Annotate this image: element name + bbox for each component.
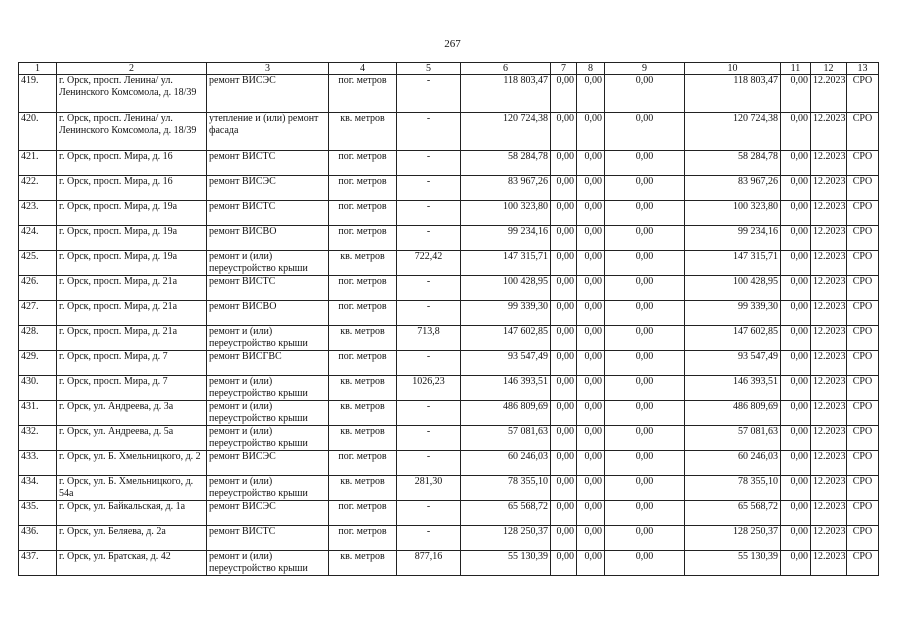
cost-cell: 120 724,38 [685, 113, 781, 151]
value-cell: 0,00 [551, 501, 577, 526]
address-cell: г. Орск, ул. Беляева, д. 2а [57, 526, 207, 551]
value-cell: 0,00 [605, 451, 685, 476]
quantity-cell: - [397, 176, 461, 201]
address-cell: г. Орск, ул. Б. Хмельницкого, д. 2 [57, 451, 207, 476]
period-cell: 12.2023 [811, 226, 847, 251]
address-cell: г. Орск, ул. Андреева, д. 3а [57, 401, 207, 426]
period-cell: 12.2023 [811, 176, 847, 201]
total-cost-cell: 146 393,51 [461, 376, 551, 401]
source-cell: СРО [847, 426, 879, 451]
value-cell: 0,00 [605, 201, 685, 226]
column-header: 11 [781, 63, 811, 75]
source-cell: СРО [847, 201, 879, 226]
address-cell: г. Орск, просп. Ленина/ ул. Ленинского Комсомола, д. 18/39 [57, 113, 207, 151]
value-cell: 0,00 [781, 176, 811, 201]
unit-cell: пог. метров [329, 451, 397, 476]
table-row [19, 301, 879, 326]
cost-cell: 99 234,16 [685, 226, 781, 251]
cost-cell: 55 130,39 [685, 551, 781, 576]
unit-cell: пог. метров [329, 151, 397, 176]
quantity-cell: - [397, 226, 461, 251]
table-row [19, 501, 879, 526]
work-type-cell: ремонт и (или) переустройство крыши [207, 551, 329, 576]
row-number-cell: 428. [19, 326, 57, 351]
total-cost-cell: 120 724,38 [461, 113, 551, 151]
quantity-cell: - [397, 201, 461, 226]
period-cell: 12.2023 [811, 151, 847, 176]
period-cell: 12.2023 [811, 501, 847, 526]
table-row [19, 376, 879, 401]
value-cell: 0,00 [781, 526, 811, 551]
cost-cell: 93 547,49 [685, 351, 781, 376]
value-cell: 0,00 [781, 401, 811, 426]
value-cell: 0,00 [551, 326, 577, 351]
quantity-cell: 713,8 [397, 326, 461, 351]
unit-cell: кв. метров [329, 401, 397, 426]
value-cell: 0,00 [605, 501, 685, 526]
cost-cell: 100 428,95 [685, 276, 781, 301]
source-cell: СРО [847, 301, 879, 326]
value-cell: 0,00 [781, 376, 811, 401]
address-cell: г. Орск, просп. Мира, д. 19а [57, 251, 207, 276]
total-cost-cell: 128 250,37 [461, 526, 551, 551]
unit-cell: пог. метров [329, 501, 397, 526]
quantity-cell: - [397, 301, 461, 326]
row-number-cell: 426. [19, 276, 57, 301]
total-cost-cell: 57 081,63 [461, 426, 551, 451]
period-cell: 12.2023 [811, 301, 847, 326]
cost-cell: 486 809,69 [685, 401, 781, 426]
value-cell: 0,00 [605, 351, 685, 376]
row-number-cell: 434. [19, 476, 57, 501]
cost-cell: 99 339,30 [685, 301, 781, 326]
address-cell: г. Орск, просп. Мира, д. 16 [57, 151, 207, 176]
address-cell: г. Орск, просп. Мира, д. 7 [57, 376, 207, 401]
total-cost-cell: 100 428,95 [461, 276, 551, 301]
unit-cell: пог. метров [329, 301, 397, 326]
value-cell: 0,00 [605, 426, 685, 451]
work-type-cell: ремонт ВИСВО [207, 226, 329, 251]
value-cell: 0,00 [577, 251, 605, 276]
table-row [19, 176, 879, 201]
quantity-cell: - [397, 113, 461, 151]
row-number-cell: 437. [19, 551, 57, 576]
work-type-cell: ремонт ВИСТС [207, 526, 329, 551]
column-header: 2 [57, 63, 207, 75]
address-cell: г. Орск, ул. Андреева, д. 5а [57, 426, 207, 451]
value-cell: 0,00 [577, 151, 605, 176]
value-cell: 0,00 [577, 501, 605, 526]
value-cell: 0,00 [551, 201, 577, 226]
row-number-cell: 431. [19, 401, 57, 426]
row-number-cell: 435. [19, 501, 57, 526]
value-cell: 0,00 [605, 326, 685, 351]
period-cell: 12.2023 [811, 401, 847, 426]
source-cell: СРО [847, 376, 879, 401]
period-cell: 12.2023 [811, 75, 847, 113]
value-cell: 0,00 [781, 113, 811, 151]
row-number-cell: 432. [19, 426, 57, 451]
address-cell: г. Орск, просп. Мира, д. 21а [57, 326, 207, 351]
cost-cell: 128 250,37 [685, 526, 781, 551]
value-cell: 0,00 [577, 201, 605, 226]
column-numbers-row [19, 63, 879, 75]
cost-cell: 147 602,85 [685, 326, 781, 351]
work-type-cell: ремонт ВИСЭС [207, 75, 329, 113]
table-row [19, 226, 879, 251]
row-number-cell: 422. [19, 176, 57, 201]
cost-cell: 118 803,47 [685, 75, 781, 113]
table-row [19, 276, 879, 301]
value-cell: 0,00 [551, 526, 577, 551]
cost-cell: 60 246,03 [685, 451, 781, 476]
source-cell: СРО [847, 276, 879, 301]
total-cost-cell: 83 967,26 [461, 176, 551, 201]
period-cell: 12.2023 [811, 451, 847, 476]
value-cell: 0,00 [551, 426, 577, 451]
total-cost-cell: 99 234,16 [461, 226, 551, 251]
source-cell: СРО [847, 526, 879, 551]
value-cell: 0,00 [551, 151, 577, 176]
quantity-cell: - [397, 351, 461, 376]
table-row [19, 401, 879, 426]
address-cell: г. Орск, ул. Б. Хмельницкого, д. 54а [57, 476, 207, 501]
value-cell: 0,00 [577, 476, 605, 501]
address-cell: г. Орск, просп. Мира, д. 19а [57, 201, 207, 226]
quantity-cell: 722,42 [397, 251, 461, 276]
value-cell: 0,00 [781, 276, 811, 301]
work-type-cell: ремонт и (или) переустройство крыши [207, 476, 329, 501]
table-row [19, 151, 879, 176]
value-cell: 0,00 [781, 151, 811, 176]
column-header: 3 [207, 63, 329, 75]
value-cell: 0,00 [781, 326, 811, 351]
quantity-cell: - [397, 501, 461, 526]
quantity-cell: 877,16 [397, 551, 461, 576]
work-type-cell: ремонт ВИСЭС [207, 176, 329, 201]
total-cost-cell: 118 803,47 [461, 75, 551, 113]
row-number-cell: 433. [19, 451, 57, 476]
value-cell: 0,00 [577, 426, 605, 451]
row-number-cell: 425. [19, 251, 57, 276]
work-type-cell: ремонт и (или) переустройство крыши [207, 401, 329, 426]
address-cell: г. Орск, просп. Мира, д. 21а [57, 301, 207, 326]
source-cell: СРО [847, 351, 879, 376]
row-number-cell: 427. [19, 301, 57, 326]
unit-cell: кв. метров [329, 251, 397, 276]
value-cell: 0,00 [551, 451, 577, 476]
row-number-cell: 419. [19, 75, 57, 113]
address-cell: г. Орск, просп. Ленина/ ул. Ленинского Комсомола, д. 18/39 [57, 75, 207, 113]
value-cell: 0,00 [781, 501, 811, 526]
total-cost-cell: 147 315,71 [461, 251, 551, 276]
value-cell: 0,00 [577, 401, 605, 426]
value-cell: 0,00 [551, 75, 577, 113]
value-cell: 0,00 [577, 276, 605, 301]
table-row [19, 351, 879, 376]
row-number-cell: 423. [19, 201, 57, 226]
value-cell: 0,00 [577, 301, 605, 326]
period-cell: 12.2023 [811, 426, 847, 451]
row-number-cell: 424. [19, 226, 57, 251]
works-table [18, 62, 879, 576]
table-row [19, 526, 879, 551]
quantity-cell: - [397, 276, 461, 301]
period-cell: 12.2023 [811, 476, 847, 501]
value-cell: 0,00 [605, 276, 685, 301]
address-cell: г. Орск, ул. Братская, д. 42 [57, 551, 207, 576]
work-type-cell: ремонт ВИСЭС [207, 501, 329, 526]
cost-cell: 57 081,63 [685, 426, 781, 451]
quantity-cell: 1026,23 [397, 376, 461, 401]
source-cell: СРО [847, 251, 879, 276]
value-cell: 0,00 [577, 551, 605, 576]
row-number-cell: 421. [19, 151, 57, 176]
column-header: 4 [329, 63, 397, 75]
work-type-cell: ремонт ВИСТС [207, 276, 329, 301]
period-cell: 12.2023 [811, 376, 847, 401]
work-type-cell: ремонт ВИСТС [207, 201, 329, 226]
value-cell: 0,00 [781, 476, 811, 501]
cost-cell: 83 967,26 [685, 176, 781, 201]
source-cell: СРО [847, 401, 879, 426]
unit-cell: пог. метров [329, 75, 397, 113]
period-cell: 12.2023 [811, 326, 847, 351]
unit-cell: пог. метров [329, 201, 397, 226]
value-cell: 0,00 [577, 451, 605, 476]
quantity-cell: - [397, 526, 461, 551]
value-cell: 0,00 [551, 301, 577, 326]
source-cell: СРО [847, 501, 879, 526]
total-cost-cell: 100 323,80 [461, 201, 551, 226]
source-cell: СРО [847, 451, 879, 476]
work-type-cell: ремонт ВИСВО [207, 301, 329, 326]
value-cell: 0,00 [577, 526, 605, 551]
row-number-cell: 430. [19, 376, 57, 401]
source-cell: СРО [847, 476, 879, 501]
quantity-cell: - [397, 451, 461, 476]
column-header: 13 [847, 63, 879, 75]
value-cell: 0,00 [577, 326, 605, 351]
value-cell: 0,00 [551, 176, 577, 201]
row-number-cell: 420. [19, 113, 57, 151]
cost-cell: 65 568,72 [685, 501, 781, 526]
column-header: 6 [461, 63, 551, 75]
value-cell: 0,00 [551, 376, 577, 401]
work-type-cell: утепление и (или) ремонт фасада [207, 113, 329, 151]
value-cell: 0,00 [605, 113, 685, 151]
period-cell: 12.2023 [811, 351, 847, 376]
value-cell: 0,00 [551, 276, 577, 301]
value-cell: 0,00 [551, 226, 577, 251]
value-cell: 0,00 [605, 376, 685, 401]
address-cell: г. Орск, ул. Байкальская, д. 1а [57, 501, 207, 526]
address-cell: г. Орск, просп. Мира, д. 7 [57, 351, 207, 376]
total-cost-cell: 93 547,49 [461, 351, 551, 376]
work-type-cell: ремонт и (или) переустройство крыши [207, 426, 329, 451]
unit-cell: кв. метров [329, 476, 397, 501]
table-row [19, 551, 879, 576]
source-cell: СРО [847, 113, 879, 151]
total-cost-cell: 99 339,30 [461, 301, 551, 326]
quantity-cell: 281,30 [397, 476, 461, 501]
unit-cell: кв. метров [329, 326, 397, 351]
value-cell: 0,00 [605, 251, 685, 276]
value-cell: 0,00 [605, 176, 685, 201]
unit-cell: кв. метров [329, 551, 397, 576]
value-cell: 0,00 [577, 376, 605, 401]
work-type-cell: ремонт и (или) переустройство крыши [207, 326, 329, 351]
period-cell: 12.2023 [811, 276, 847, 301]
cost-cell: 78 355,10 [685, 476, 781, 501]
total-cost-cell: 486 809,69 [461, 401, 551, 426]
column-header: 5 [397, 63, 461, 75]
table-row [19, 476, 879, 501]
value-cell: 0,00 [605, 75, 685, 113]
work-type-cell: ремонт ВИСЭС [207, 451, 329, 476]
address-cell: г. Орск, просп. Мира, д. 21а [57, 276, 207, 301]
total-cost-cell: 65 568,72 [461, 501, 551, 526]
value-cell: 0,00 [577, 351, 605, 376]
quantity-cell: - [397, 426, 461, 451]
source-cell: СРО [847, 151, 879, 176]
value-cell: 0,00 [781, 351, 811, 376]
period-cell: 12.2023 [811, 526, 847, 551]
unit-cell: пог. метров [329, 526, 397, 551]
column-header: 8 [577, 63, 605, 75]
table-row [19, 201, 879, 226]
quantity-cell: - [397, 75, 461, 113]
value-cell: 0,00 [605, 476, 685, 501]
value-cell: 0,00 [551, 401, 577, 426]
table-row [19, 451, 879, 476]
unit-cell: кв. метров [329, 376, 397, 401]
address-cell: г. Орск, просп. Мира, д. 19а [57, 226, 207, 251]
source-cell: СРО [847, 326, 879, 351]
total-cost-cell: 60 246,03 [461, 451, 551, 476]
total-cost-cell: 55 130,39 [461, 551, 551, 576]
value-cell: 0,00 [781, 301, 811, 326]
value-cell: 0,00 [605, 301, 685, 326]
work-type-cell: ремонт ВИСТС [207, 151, 329, 176]
value-cell: 0,00 [577, 226, 605, 251]
value-cell: 0,00 [551, 251, 577, 276]
cost-cell: 100 323,80 [685, 201, 781, 226]
source-cell: СРО [847, 75, 879, 113]
unit-cell: пог. метров [329, 176, 397, 201]
column-header: 9 [605, 63, 685, 75]
period-cell: 12.2023 [811, 251, 847, 276]
value-cell: 0,00 [551, 551, 577, 576]
value-cell: 0,00 [605, 526, 685, 551]
value-cell: 0,00 [781, 75, 811, 113]
column-header: 7 [551, 63, 577, 75]
value-cell: 0,00 [781, 226, 811, 251]
value-cell: 0,00 [781, 201, 811, 226]
period-cell: 12.2023 [811, 551, 847, 576]
column-header: 12 [811, 63, 847, 75]
value-cell: 0,00 [781, 451, 811, 476]
unit-cell: кв. метров [329, 426, 397, 451]
source-cell: СРО [847, 176, 879, 201]
address-cell: г. Орск, просп. Мира, д. 16 [57, 176, 207, 201]
cost-cell: 146 393,51 [685, 376, 781, 401]
table-row [19, 326, 879, 351]
value-cell: 0,00 [577, 113, 605, 151]
work-type-cell: ремонт ВИСГВС [207, 351, 329, 376]
cost-cell: 58 284,78 [685, 151, 781, 176]
value-cell: 0,00 [781, 426, 811, 451]
table-row [19, 113, 879, 151]
value-cell: 0,00 [605, 226, 685, 251]
period-cell: 12.2023 [811, 201, 847, 226]
total-cost-cell: 78 355,10 [461, 476, 551, 501]
cost-cell: 147 315,71 [685, 251, 781, 276]
quantity-cell: - [397, 151, 461, 176]
work-type-cell: ремонт и (или) переустройство крыши [207, 251, 329, 276]
value-cell: 0,00 [605, 401, 685, 426]
value-cell: 0,00 [551, 476, 577, 501]
value-cell: 0,00 [605, 151, 685, 176]
unit-cell: пог. метров [329, 276, 397, 301]
source-cell: СРО [847, 226, 879, 251]
period-cell: 12.2023 [811, 113, 847, 151]
row-number-cell: 429. [19, 351, 57, 376]
value-cell: 0,00 [781, 551, 811, 576]
table-row [19, 426, 879, 451]
quantity-cell: - [397, 401, 461, 426]
value-cell: 0,00 [551, 351, 577, 376]
column-header: 10 [685, 63, 781, 75]
total-cost-cell: 58 284,78 [461, 151, 551, 176]
value-cell: 0,00 [577, 75, 605, 113]
table-row [19, 75, 879, 113]
source-cell: СРО [847, 551, 879, 576]
work-type-cell: ремонт и (или) переустройство крыши [207, 376, 329, 401]
unit-cell: кв. метров [329, 113, 397, 151]
unit-cell: пог. метров [329, 226, 397, 251]
row-number-cell: 436. [19, 526, 57, 551]
unit-cell: пог. метров [329, 351, 397, 376]
value-cell: 0,00 [605, 551, 685, 576]
value-cell: 0,00 [781, 251, 811, 276]
value-cell: 0,00 [551, 113, 577, 151]
value-cell: 0,00 [577, 176, 605, 201]
column-header: 1 [19, 63, 57, 75]
page-number: 267 [444, 38, 461, 50]
table-row [19, 251, 879, 276]
total-cost-cell: 147 602,85 [461, 326, 551, 351]
